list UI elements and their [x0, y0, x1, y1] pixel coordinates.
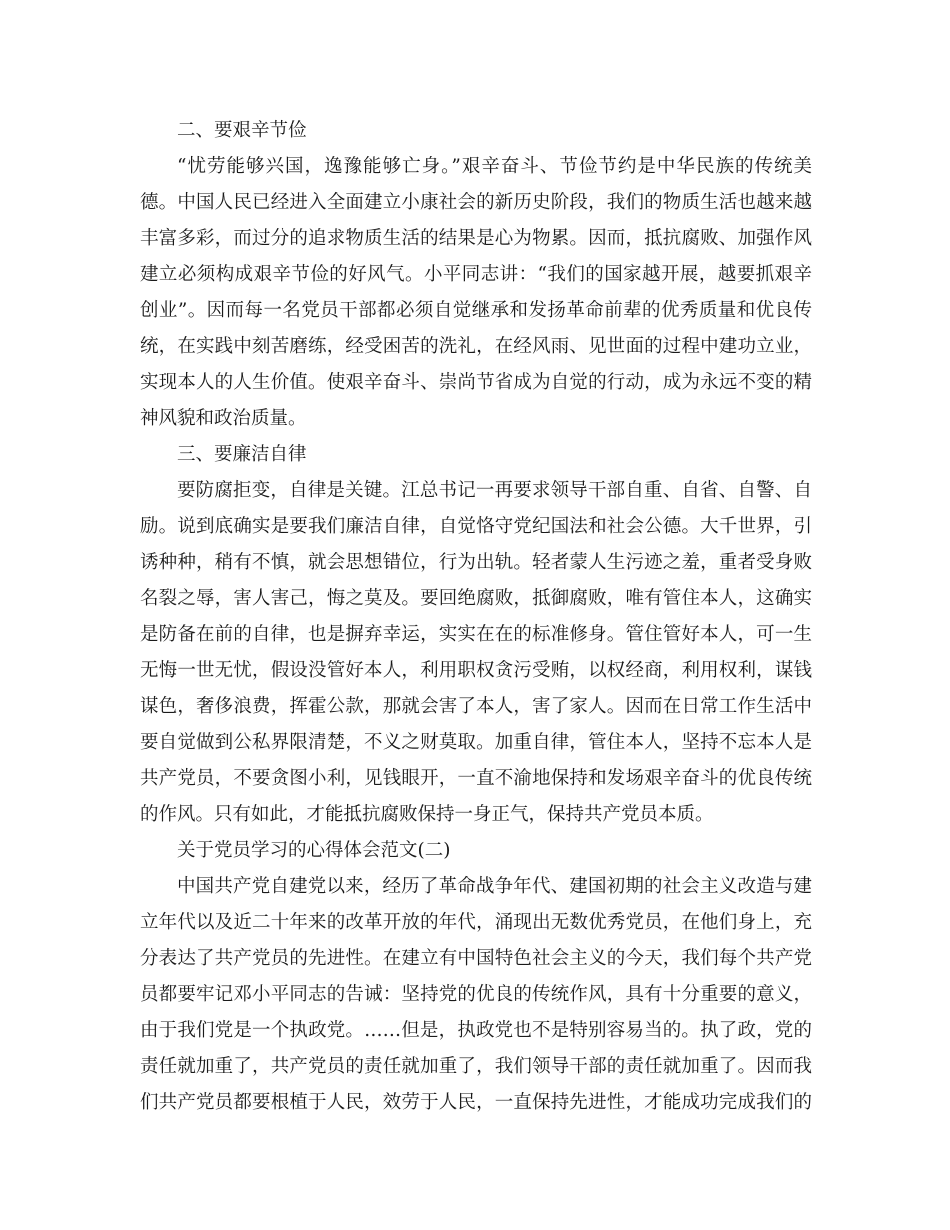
text-line: 名裂之辱，害人害己，悔之莫及。要回绝腐败，抵御腐败，唯有管住本人，这确实	[140, 588, 812, 609]
document-body	[140, 113, 812, 1121]
text-line: 要自觉做到公私界限清楚，不义之财莫取。加重自律，管住本人，坚持不忘本人是	[140, 732, 812, 753]
text-line: 是防备在前的自律，也是摒弃幸运，实实在在的标准修身。管住管好本人，可一生	[140, 624, 812, 645]
text-line: 共产党员，不要贪图小利，见钱眼开，一直不渝地保持和发场艰辛奋斗的优良传统	[140, 768, 812, 789]
text-line: 德。中国人民已经进入全面建立小康社会的新历史阶段，我们的物质生活也越来越	[140, 192, 812, 213]
text-line: 责任就加重了，共产党员的责任就加重了，我们领导干部的责任就加重了。因而我	[140, 1056, 812, 1077]
text-line: 励。说到底确实是要我们廉洁自律，自觉恪守党纪国法和社会公德。大千世界，引	[140, 516, 812, 537]
text-line: 谋色，奢侈浪费，挥霍公款，那就会害了本人，害了家人。因而在日常工作生活中	[140, 696, 812, 717]
text-line: 关于党员学习的心得体会范文(二)	[177, 840, 451, 861]
text-line: 立年代以及近二十年来的改革开放的年代，涌现出无数优秀党员，在他们身上，充	[140, 912, 812, 933]
text-line: 丰富多彩，而过分的追求物质生活的结果是心为物累。因而，抵抗腐败、加强作风	[140, 228, 812, 249]
text-line: “忧劳能够兴国，逸豫能够亡身。”艰辛奋斗、节俭节约是中华民族的传统美	[177, 156, 812, 177]
text-line: 实现本人的人生价值。使艰辛奋斗、崇尚节省成为自觉的行动，成为永远不变的精	[140, 372, 812, 393]
text-line: 员都要牢记邓小平同志的告诫：坚持党的优良的传统作风，具有十分重要的意义，	[140, 984, 812, 1005]
text-line: 由于我们党是一个执政党。……但是，执政党也不是特别容易当的。执了政，党的	[140, 1020, 812, 1041]
text-line: 们共产党员都要根植于人民，效劳于人民，一直保持先进性，才能成功完成我们的	[140, 1092, 812, 1113]
text-line: 神风貌和政治质量。	[140, 408, 307, 429]
text-line: 无悔一世无忧，假设没管好本人，利用职权贪污受贿，以权经商，利用权利，谋钱	[140, 660, 812, 681]
text-line: 建立必须构成艰辛节俭的好风气。小平同志讲：“我们的国家越开展，越要抓艰辛	[140, 264, 812, 285]
text-line: 诱种种，稍有不慎，就会思想错位，行为出轨。轻者蒙人生污迹之羞，重者受身败	[140, 552, 812, 573]
text-line: 分表达了共产党员的先进性。在建立有中国特色社会主义的今天，我们每个共产党	[140, 948, 812, 969]
text-line: 三、要廉洁自律	[177, 444, 307, 465]
text-line: 的作风。只有如此，才能抵抗腐败保持一身正气，保持共产党员本质。	[140, 804, 714, 825]
text-line: 统，在实践中刻苦磨练，经受困苦的洗礼，在经风雨、见世面的过程中建功立业，	[140, 336, 812, 357]
text-line: 中国共产党自建党以来，经历了革命战争年代、建国初期的社会主义改造与建	[177, 876, 812, 897]
text-line: 要防腐拒变，自律是关键。江总书记一再要求领导干部自重、自省、自警、自	[177, 480, 812, 501]
text-line: 二、要艰辛节俭	[177, 120, 307, 141]
text-line: 创业”。因而每一名党员干部都必须自觉继承和发扬革命前辈的优秀质量和优良传	[140, 300, 812, 321]
